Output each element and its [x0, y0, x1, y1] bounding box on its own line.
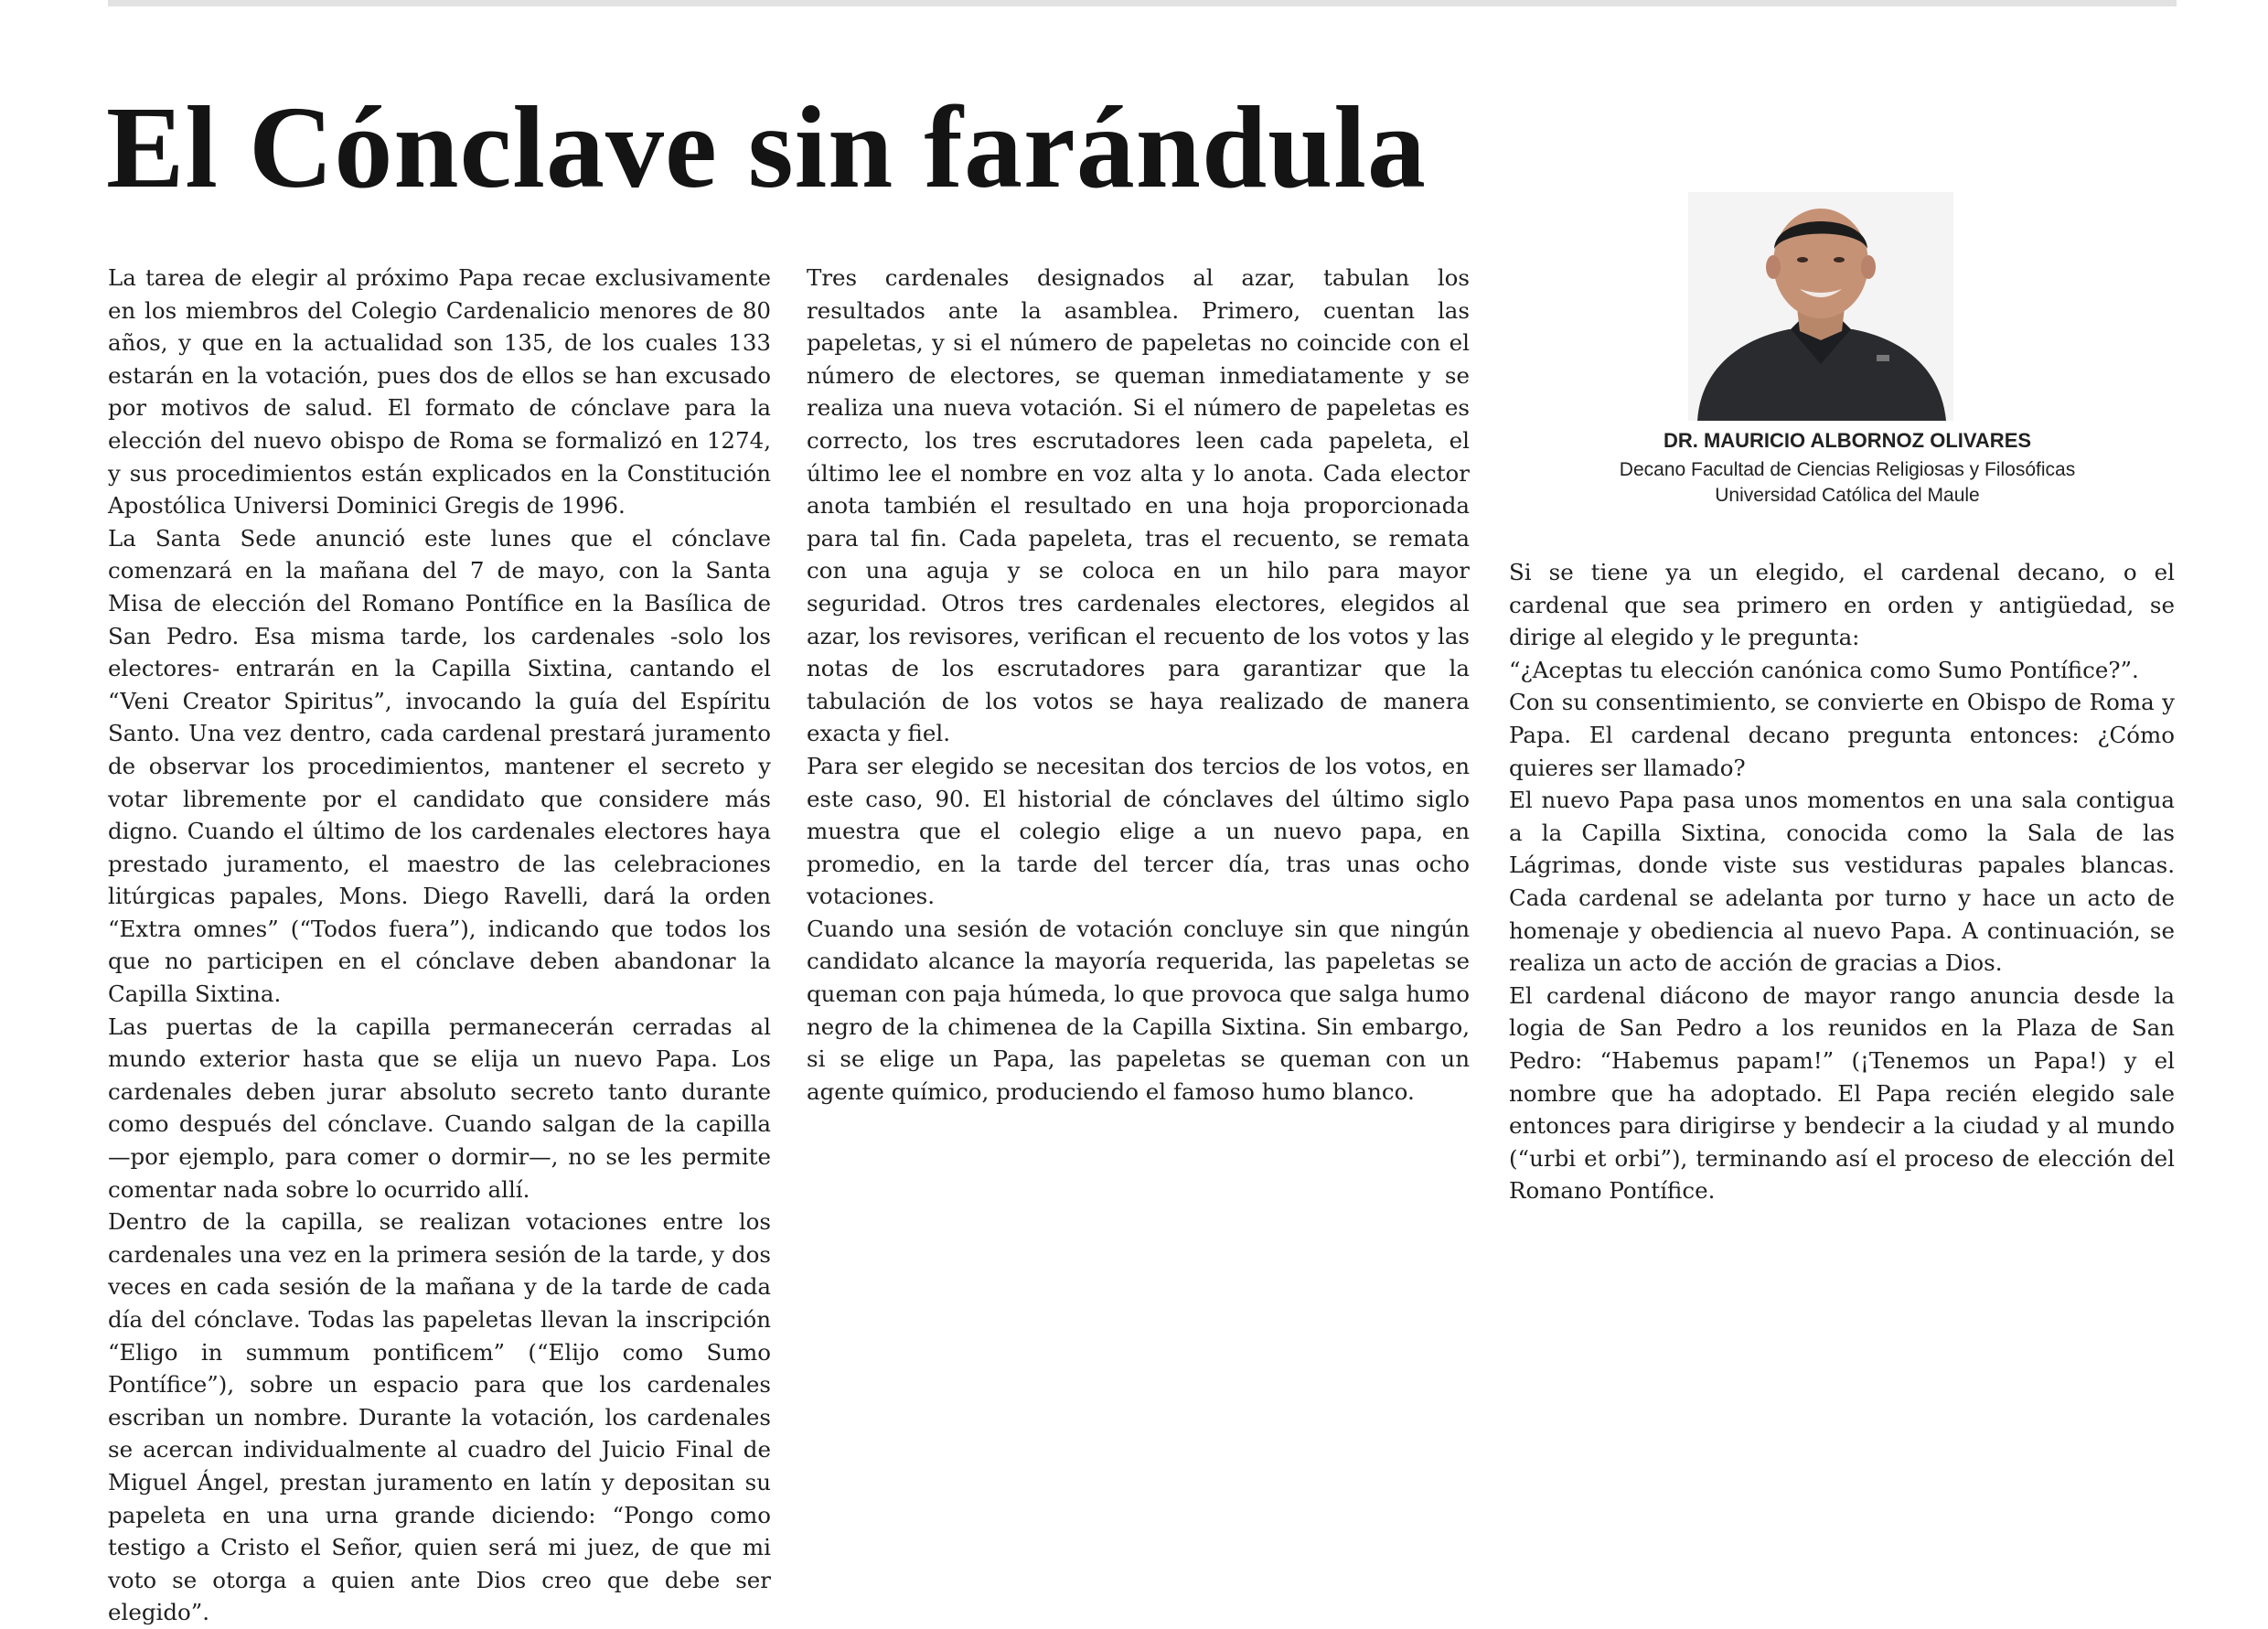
top-rule [108, 0, 2177, 6]
author-title: Decano Facultad de Ciencias Religiosas y Filosóficas [1619, 459, 2076, 480]
paragraph: Dentro de la capilla, se realizan votaciones entre los cardenales una vez en la primera sesión de la tarde, y dos veces en cada sesión de la mañana y de la tarde de cada día del cónclave. Todas las papeletas llevan la inscripción “Eligo in summum pontificem” (“Elijo como Sumo Pontífice”), sobre un espacio para que los cardenales escriban un nombre. Durante la votación, los cardenales se acercan individualmente al cuadro del Juicio Final de Miguel Ángel, prestan juramento en latín y depositan su papeleta en una urna grande diciendo: “Pongo como testigo a Cristo el Señor, quien será mi juez, de que mi voto se otorga a quien ante Dios creo que debe ser elegido”. [108, 1208, 771, 1626]
author-photo [1688, 192, 1953, 421]
paragraph: Con su consentimiento, se convierte en Obispo de Roma y Papa. El cardenal decano pregunta entonces: ¿Cómo quieres ser llamado? [1509, 689, 2175, 781]
paragraph: Para ser elegido se necesitan dos tercios de los votos, en este caso, 90. El historial de cónclaves del último siglo muestra que el colegio elige a un nuevo papa, en promedio, en la tarde del tercer día, tras unas ocho votaciones. [807, 752, 1470, 910]
paragraph: El nuevo Papa pasa unos momentos en una sala contigua a la Capilla Sixtina, conocida como la Sala de las Lágrimas, donde viste sus vestiduras papales blancas. Cada cardenal se adelanta por turno y hace un acto de homenaje y obediencia al nuevo Papa. A continuación, se realiza un acto de acción de gracias a Dios. [1509, 787, 2175, 977]
paragraph: Cuando una sesión de votación concluye sin que ningún candidato alcance la mayoría requerida, las papeletas se queman con paja húmeda, lo que provoca que salga humo negro de la chimenea de la Capilla Sixtina. Sin embargo, si se elige un Papa, las papeletas se queman con un agente químico, produciendo el famoso humo blanco. [807, 915, 1470, 1105]
author-name: DR. MAURICIO ALBORNOZ OLIVARES [1663, 429, 2032, 452]
paragraph: Tres cardenales designados al azar, tabulan los resultados ante la asamblea. Primero, cuentan las papeletas, y si el número de papeletas no coincide con el número de electores, se queman inmediatamente y se realiza una nueva votación. Si el número de papeletas es correcto, los tres escrutadores leen cada papeleta, el último lee el nombre en voz alta y lo anota. Cada elector anota también el resultado en una hoja proporcionada para tal fin. Cada papeleta, tras el recuento, se remata con una aguja y se coloca en un hilo para mayor seguridad. Otros tres cardenales electores, elegidos al azar, los revisores, verifican el recuento de los votos y las notas de los escrutadores para garantizar que la tabulación de los votos se haya realizado de manera exacta y fiel. [807, 264, 1470, 747]
paragraph: “¿Aceptas tu elección canónica como Sumo Pontífice?”. [1509, 656, 2139, 683]
paragraph: Si se tiene ya un elegido, el cardenal decano, o el cardenal que sea primero en orden y antigüedad, se dirige al elegido y le pregunta: [1509, 559, 2175, 651]
headline: El Cónclave sin farándula [106, 82, 1427, 212]
paragraph: El cardenal diácono de mayor rango anuncia desde la logia de San Pedro a los reunidos en la Plaza de San Pedro: “Habemus papam!” (¡Tenemos un Papa!) y el nombre que ha adoptado. El Papa recién elegido sale entonces para dirigirse y bendecir a la ciudad y al mundo (“urbi et orbi”), terminando así el proceso de elección del Romano Pontífice. [1509, 981, 2175, 1205]
author-portrait-icon [1688, 192, 1953, 421]
paragraph: Las puertas de la capilla permanecerán cerradas al mundo exterior hasta que se elija un nuevo Papa. Los cardenales deben jurar absoluto secreto tanto durante como después del cónclave. Cuando salgan de la capilla —por ejemplo, para comer o dormir—, no se les permite comentar nada sobre lo ocurrido allí. [108, 1013, 771, 1203]
paragraph: La Santa Sede anunció este lunes que el cónclave comenzará en la mañana del 7 de mayo, con la Santa Misa de elección del Romano Pontífice en la Basílica de San Pedro. Esa misma tarde, los cardenales -solo los electores- entrarán en la Capilla Sixtina, cantando el “Veni Creator Spiritus”, invocando la guía del Espíritu Santo. Una vez dentro, cada cardenal prestará juramento de observar los procedimientos, mantener el secreto y votar libremente por el candidato que considere más digno. Cuando el último de los cardenales electores haya prestado juramento, el maestro de las celebraciones litúrgicas papales, Mons. Diego Ravelli, dará la orden “Extra omnes” (“Todos fuera”), indicando que todos los que no participen en el cónclave deben abandonar la Capilla Sixtina. [108, 524, 771, 1008]
article-column-1 [108, 262, 771, 1629]
paragraph: La tarea de elegir al próximo Papa recae exclusivamente en los miembros del Colegio Cardenalicio menores de 80 años, y que en la actualidad son 135, de los cuales 133 estarán en la votación, pues dos de ellos se han excusado por motivos de salud. El formato de cónclave para la elección del nuevo obispo de Roma se formalizó en 1274, y sus procedimientos están explicados en la Constitución Apostólica Universi Dominici Gregis de 1996. [108, 264, 771, 520]
article-column-3 [1509, 556, 2175, 1207]
article-column-2 [807, 262, 1470, 1108]
author-organization: Universidad Católica del Maule [1715, 485, 1980, 506]
